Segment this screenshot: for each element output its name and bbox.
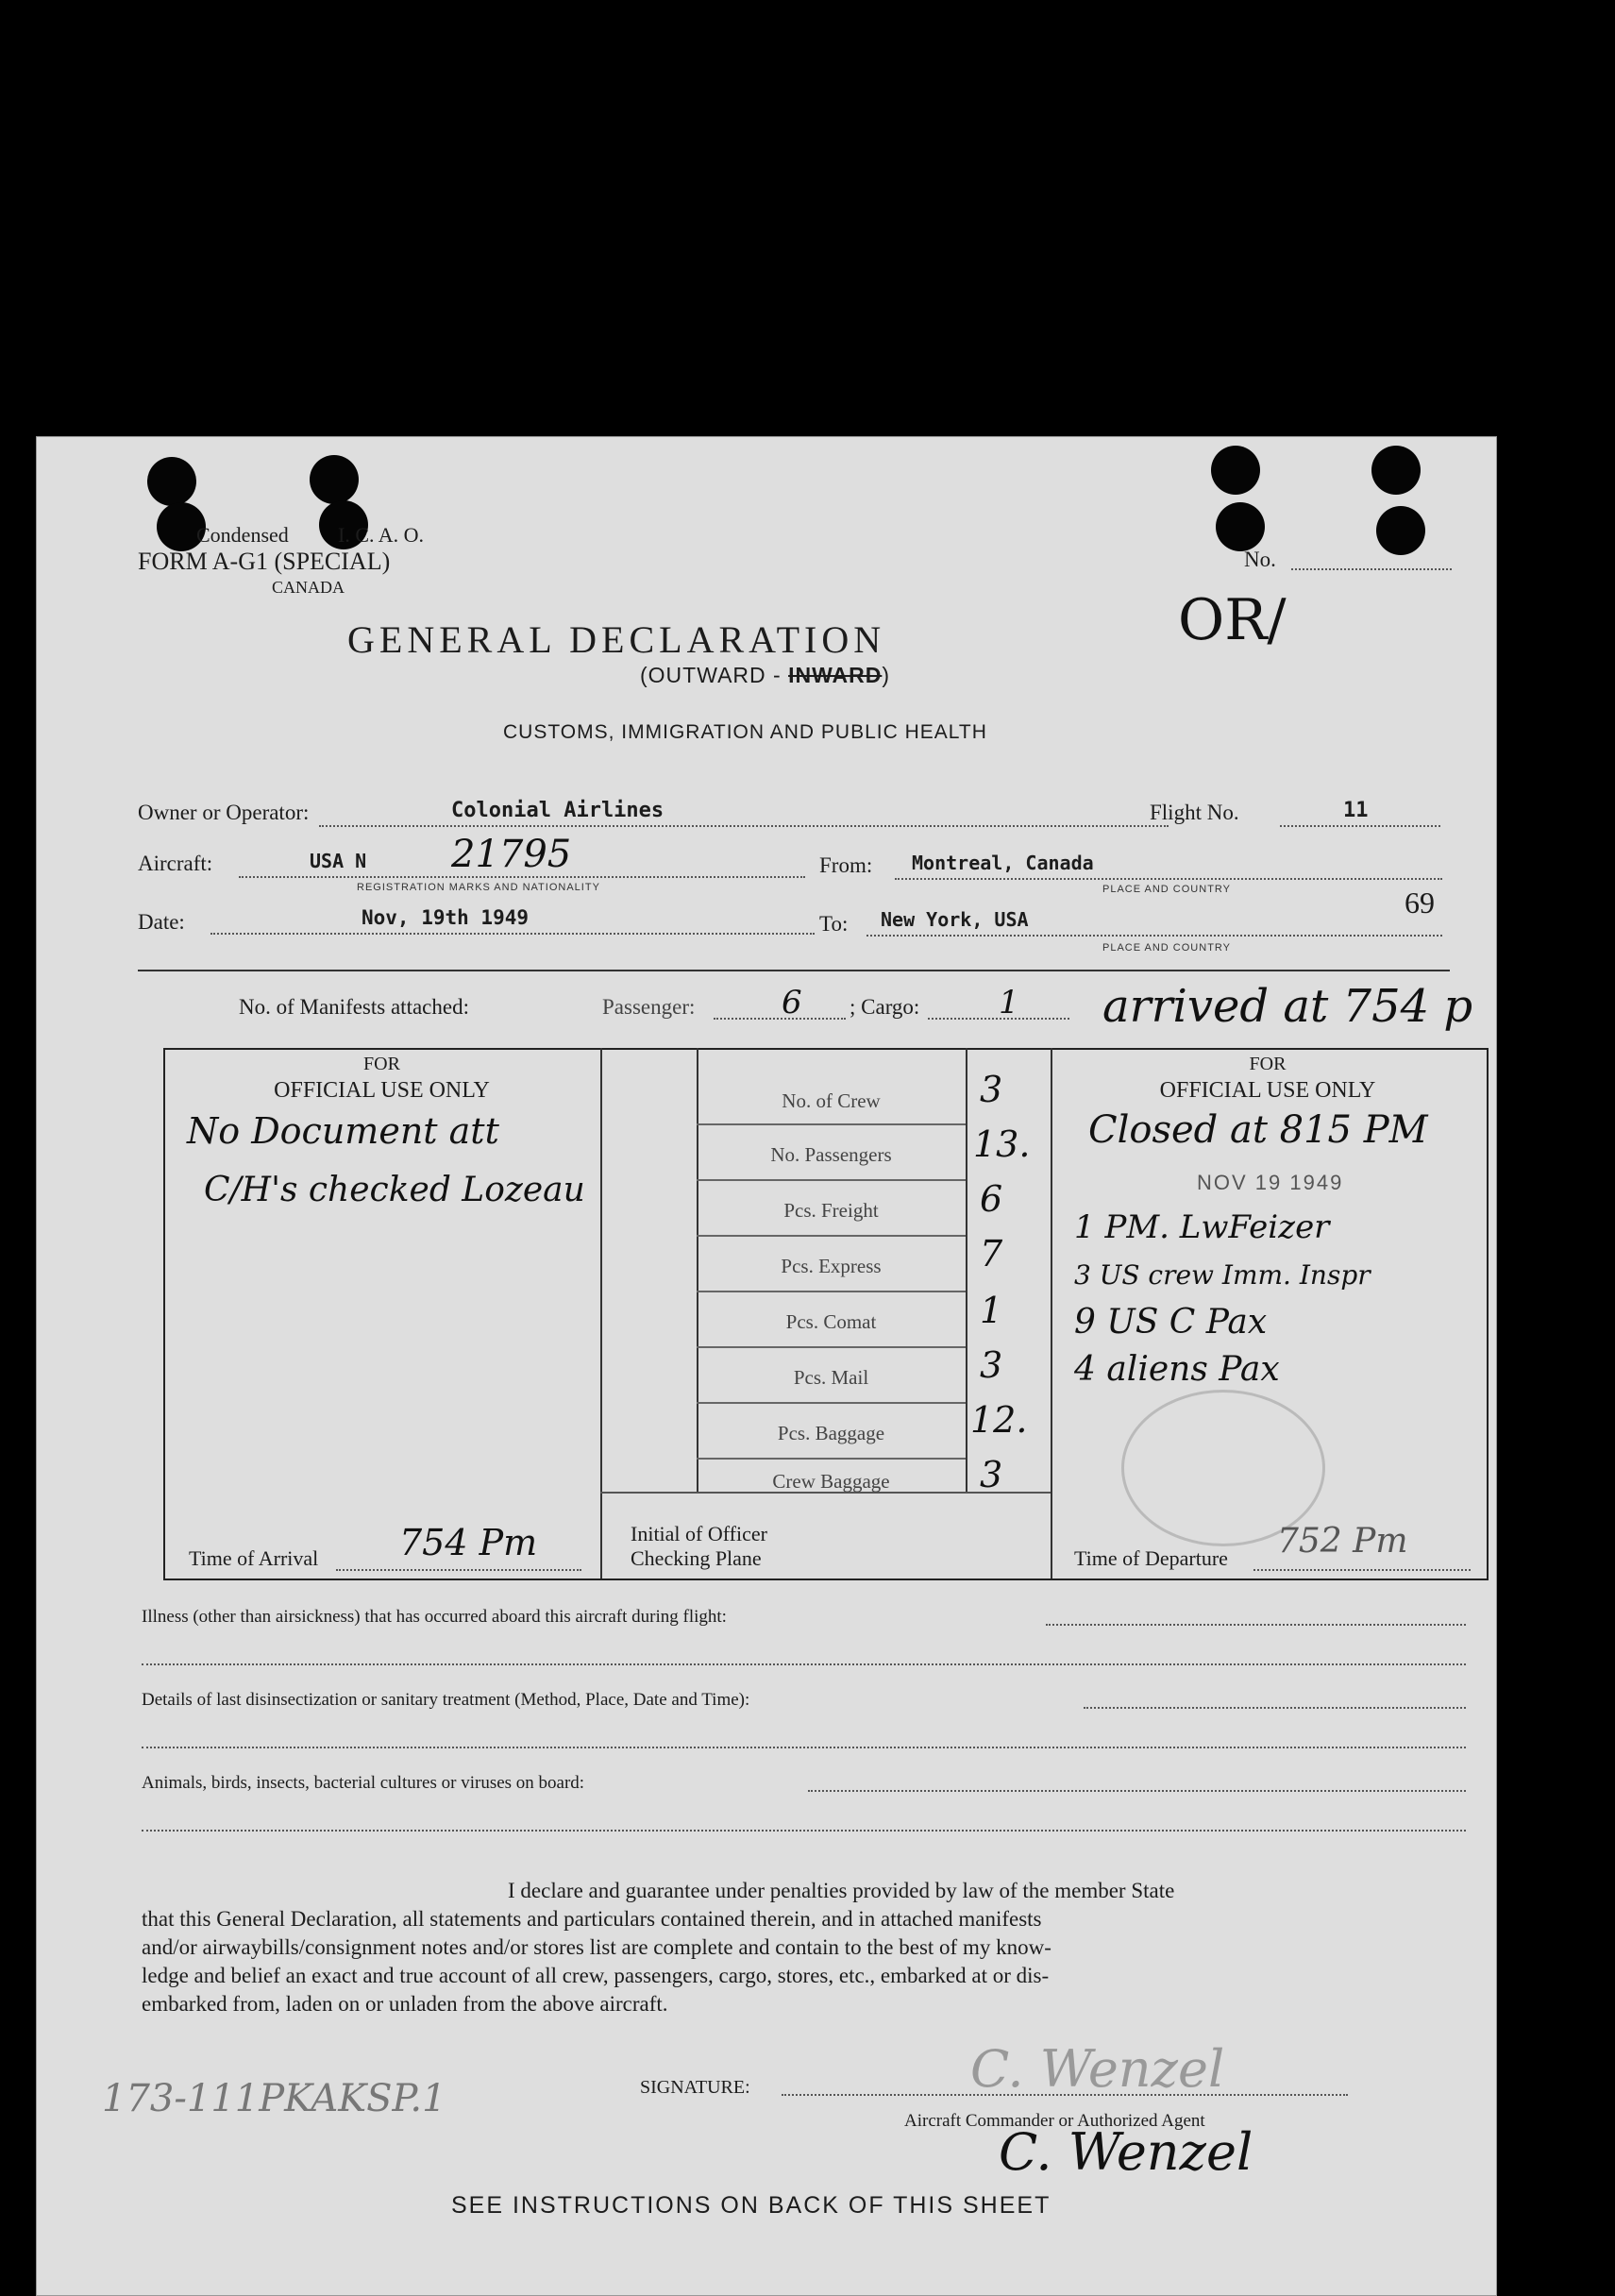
illness-field-1 [1046,1624,1466,1626]
arrived-note: arrived at 754 p [1102,980,1473,1033]
signature-label: SIGNATURE: [640,2077,750,2098]
count-label: No. of Crew [782,1089,881,1112]
punch-hole [1376,506,1425,555]
from-field [895,878,1442,880]
count-label: Pcs. Express [781,1255,882,1277]
count-row [697,1236,966,1292]
from-label: From: [819,853,873,877]
aircraft-field [239,876,805,878]
animals-label: Animals, birds, insects, bacterial cultures or viruses on board: [142,1773,585,1793]
right-note-3: 9 US C Pax [1074,1303,1268,1342]
departure-value: 752 Pm [1277,1522,1408,1561]
illness-label: Illness (other than airsickness) that has occurred aboard this aircraft during flight: [142,1607,727,1627]
right-official: OFFICIAL USE ONLY [1159,1078,1376,1103]
count-label: No. Passengers [770,1143,892,1166]
margin-note: 173-111PKAKSP.1 [102,2077,446,2120]
count-value: 3 [980,1069,1003,1110]
right-stamp: NOV 19 1949 [1197,1171,1344,1194]
to-label: To: [819,912,849,936]
punch-hole [1211,446,1260,495]
registration-caption: REGISTRATION MARKS AND NATIONALITY [357,882,600,893]
departure-field [1253,1569,1471,1571]
animals-field-1 [808,1790,1466,1792]
cargo-field [928,1018,1069,1020]
arrival-label: Time of Arrival [189,1546,319,1570]
customs-heading: CUSTOMS, IMMIGRATION AND PUBLIC HEALTH [503,721,987,743]
punch-hole [310,455,359,504]
place-caption-from: PLACE AND COUNTRY [1102,884,1231,895]
passenger-label: Passenger: [602,995,696,1019]
count-label: Pcs. Baggage [777,1422,885,1444]
signature-name-faint: C. Wenzel [970,2039,1225,2099]
declaration-line-5: embarked from, laden on or unladen from the above aircraft. [142,1992,668,2016]
subtitle-struck: INWARD [788,663,883,687]
cargo-value: 1 [999,984,1019,1021]
count-value: 7 [980,1233,1003,1275]
right-closed: Closed at 815 PM [1088,1108,1428,1152]
owner-field [319,825,1169,827]
count-label: Crew Baggage [772,1470,890,1493]
or-mark: OR/ [1178,587,1287,653]
declaration-line-3: and/or airwaybills/consignment notes and/or stores list are complete and contain to the best of my know- [142,1935,1051,1959]
count-row [697,1292,966,1348]
initial-line-2: Checking Plane [631,1546,762,1570]
punch-hole [1371,446,1421,495]
left-box-border [600,1048,602,1578]
manifests-label: No. of Manifests attached: [239,995,469,1019]
punch-hole [147,457,196,506]
count-label: Pcs. Freight [783,1199,879,1222]
declaration-line-4: ledge and belief an exact and true account of all crew, passengers, cargo, stores, etc., embarked at or dis- [142,1964,1050,1987]
punch-hole [1216,502,1265,551]
form-number: FORM A-G1 (SPECIAL) [138,548,391,575]
right-for: FOR [1249,1054,1287,1074]
count-label: Pcs. Mail [793,1366,869,1389]
owner-value: Colonial Airlines [451,799,665,822]
no-label: No. [1244,548,1276,571]
date-value: Nov, 19th 1949 [362,906,530,929]
passenger-field [714,1018,846,1020]
form-condensed: Condensed [196,523,289,547]
place-caption-to: PLACE AND COUNTRY [1102,942,1231,954]
disinsect-field-1 [1084,1707,1466,1709]
right-note-4: 4 aliens Pax [1074,1350,1280,1389]
initial-line-1: Initial of Officer [631,1522,767,1545]
illness-field-2 [142,1663,1466,1665]
owner-label: Owner or Operator: [138,801,310,824]
arrival-field [336,1569,581,1571]
subtitle-suffix: ) [882,663,891,687]
form-icao: I. C. A. O. [338,523,425,547]
aircraft-value: USA N [310,850,367,872]
flight-value: 11 [1343,799,1369,822]
date-label: Date: [138,910,185,934]
form-subtitle [640,663,890,688]
side-number: 69 [1405,886,1435,920]
count-label: Pcs. Comat [785,1310,877,1333]
flight-field [1280,825,1440,827]
form-title: GENERAL DECLARATION [347,618,886,661]
counts-col-mid [966,1048,967,1492]
passenger-value: 6 [782,984,802,1021]
count-row [697,1069,966,1125]
footer-instructions: SEE INSTRUCTIONS ON BACK OF THIS SHEET [451,2192,1051,2219]
right-note-2: 3 US crew Imm. Inspr [1074,1259,1371,1291]
form-country: CANADA [272,578,345,597]
count-value: 13. [973,1123,1031,1165]
declaration-line-1: I declare and guarantee under penalties provided by law of the member State [508,1879,1175,1902]
count-row [697,1180,966,1237]
aircraft-handwritten: 21795 [451,833,572,876]
left-note-2: C/H's checked Lozeau [204,1171,585,1209]
aircraft-label: Aircraft: [138,852,213,875]
separator [138,970,1450,971]
count-value: 12. [970,1399,1028,1441]
no-field [1291,568,1452,570]
signature-caption: Aircraft Commander or Authorized Agent [904,2111,1205,2131]
flight-label: Flight No. [1150,801,1239,824]
to-field [866,935,1442,937]
left-official: OFFICIAL USE ONLY [274,1078,490,1103]
count-row [697,1403,966,1460]
declaration-form [36,436,1497,2296]
from-value: Montreal, Canada [912,852,1094,874]
count-value: 3 [980,1454,1003,1495]
to-value: New York, USA [881,908,1029,931]
count-row [697,1347,966,1404]
count-value: 6 [980,1178,1003,1220]
declaration-line-2: that this General Declaration, all statements and particulars contained therein, and in attached manifests [142,1907,1042,1931]
count-row [697,1124,966,1181]
count-value: 3 [980,1344,1003,1386]
subtitle-prefix: (OUTWARD - [640,663,789,687]
arrival-value: 754 Pm [399,1522,538,1563]
date-field [210,933,815,935]
cargo-label: ; Cargo: [850,995,920,1019]
left-note-1: No Document att [187,1110,499,1152]
right-note-1: 1 PM. LwFeizer [1074,1208,1330,1246]
animals-field-2 [142,1830,1466,1832]
left-for: FOR [363,1054,400,1074]
disinsect-label: Details of last disinsectization or sanitary treatment (Method, Place, Date and Time): [142,1690,750,1710]
signature-name: C. Wenzel [999,2122,1253,2182]
right-box-border [1051,1048,1052,1578]
count-value: 1 [980,1290,1003,1331]
count-row [697,1459,966,1492]
departure-label: Time of Departure [1074,1546,1228,1570]
disinsect-field-2 [142,1747,1466,1748]
